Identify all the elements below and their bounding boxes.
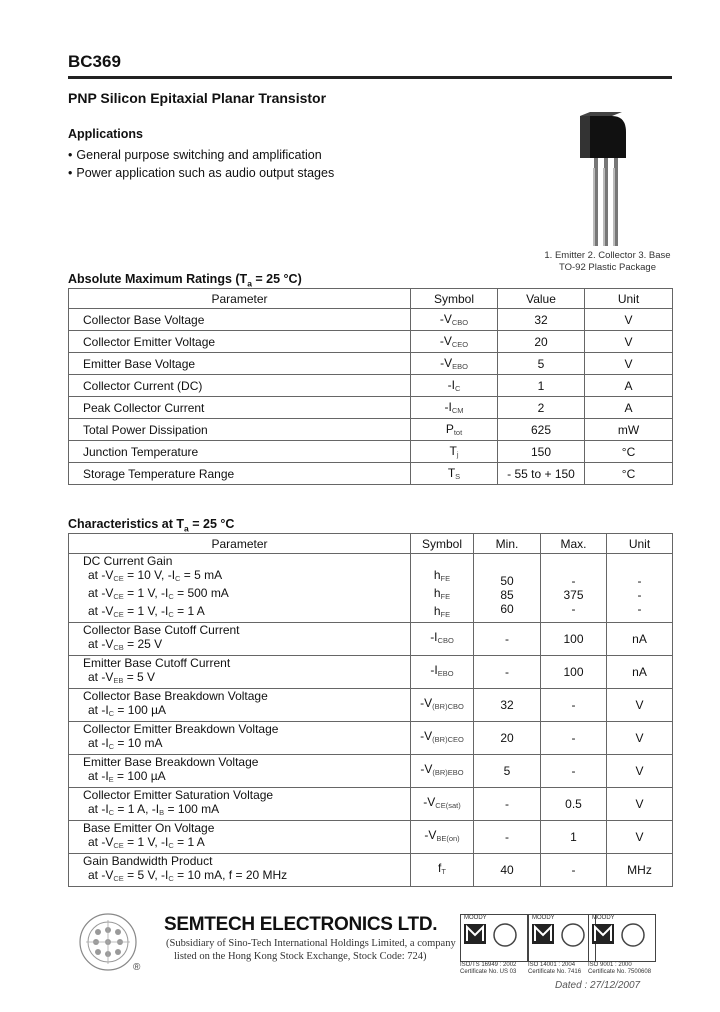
iso-certification-badge — [460, 914, 528, 962]
unit-cell: A — [585, 375, 673, 397]
cert-header: MOODY — [532, 915, 555, 921]
cert-header: MOODY — [592, 915, 615, 921]
symbol: $f_T$ — [438, 861, 446, 876]
symbol: $-V_{CEO}$ — [439, 334, 469, 349]
min-cell: - — [474, 623, 541, 656]
param-cell: Storage Temperature Range — [69, 463, 411, 485]
param-cell — [69, 554, 411, 623]
table-row — [69, 397, 673, 419]
symbol-cell — [411, 375, 498, 397]
symbol: $-V_{EBO}$ — [440, 356, 468, 371]
min-value: 85 — [500, 588, 514, 602]
table-row — [69, 331, 673, 353]
symbol-cell — [411, 554, 474, 623]
cert-caption — [588, 962, 651, 976]
param-name: Base Emitter On Voltage — [83, 821, 215, 835]
unit-cell: V — [607, 755, 673, 788]
symbol-cell — [411, 397, 498, 419]
value-cell: 5 — [498, 353, 585, 375]
to92-package-illustration — [572, 108, 632, 250]
min-value: 60 — [500, 602, 514, 616]
condition-line: at $-I_C = 100$ µA — [88, 703, 167, 718]
abs-max-table — [68, 288, 673, 485]
param-cell: Collector Current (DC) — [69, 375, 411, 397]
table-row — [69, 656, 673, 689]
device-subtitle: PNP Silicon Epitaxial Planar Transistor — [68, 90, 327, 106]
table-row — [69, 623, 673, 656]
param-cell — [69, 722, 411, 755]
param-name: Collector Base Cutoff Current — [83, 623, 240, 637]
company-listing-note: listed on the Hong Kong Stock Exchange, Stock Code: 724) — [174, 951, 427, 962]
col-header: Min. — [474, 534, 541, 554]
table-row — [69, 441, 673, 463]
symbol-subscript: CEO — [451, 340, 469, 349]
table-row — [69, 821, 673, 854]
col-header: Unit — [607, 534, 673, 554]
param-name: Collector Base Breakdown Voltage — [83, 689, 268, 703]
param-cell: Collector Emitter Voltage — [69, 331, 411, 353]
header-rule — [68, 76, 672, 79]
symbol-line — [411, 604, 473, 622]
symbol: $h_{FE}$ — [433, 604, 451, 619]
min-cell: 20 — [474, 722, 541, 755]
cert-number: Certificate No. US 03 — [460, 969, 517, 975]
symbol-subscript: S — [455, 472, 461, 481]
applications-heading: Applications — [68, 127, 144, 141]
iso-certification-badge — [588, 914, 656, 962]
max-value: - — [571, 574, 576, 588]
symbol: $-V_{BE(on)}$ — [424, 828, 460, 843]
col-header: Symbol — [411, 534, 474, 554]
symbol: $-V_{CE(sat)}$ — [423, 795, 461, 810]
cond-subscript: E — [108, 775, 114, 784]
document-date: Dated : 27/12/2007 — [555, 980, 641, 991]
symbol: $-I_{CBO}$ — [430, 630, 454, 645]
min-cell: 5 — [474, 755, 541, 788]
table-row — [69, 854, 673, 887]
cond-subscript: B — [159, 808, 165, 817]
symbol-subscript: EBO — [437, 669, 454, 678]
min-value: 50 — [500, 574, 514, 588]
symbol-cell — [411, 623, 474, 656]
symbol-cell — [411, 331, 498, 353]
col-header: Max. — [541, 534, 607, 554]
symbol-cell — [411, 821, 474, 854]
table-row — [69, 375, 673, 397]
cond-subscript: CB — [113, 643, 124, 652]
unit-cell: °C — [585, 463, 673, 485]
unit-value: - — [637, 588, 642, 602]
moody-mark-icon — [589, 921, 653, 957]
min-cell — [474, 554, 541, 623]
unit-cell: V — [607, 821, 673, 854]
part-number: BC369 — [68, 52, 121, 71]
symbol-subscript: CBO — [437, 636, 454, 645]
value-cell: 32 — [498, 309, 585, 331]
application-item: • General purpose switching and amplification — [68, 146, 334, 164]
param-cell: Peak Collector Current — [69, 397, 411, 419]
characteristics-table — [68, 533, 673, 887]
param-cell — [69, 854, 411, 887]
col-header: Symbol — [411, 289, 498, 309]
cond-subscript: CE — [113, 592, 124, 601]
iso-certification-badge — [528, 914, 596, 962]
symbol-subscript: FE — [440, 610, 451, 619]
max-cell: 100 — [541, 623, 607, 656]
min-cell: 32 — [474, 689, 541, 722]
symbol-cell — [411, 854, 474, 887]
max-cell: 0.5 — [541, 788, 607, 821]
company-subsidiary-note: (Subsidiary of Sino-Tech International Holdings Limited, a company — [166, 938, 456, 949]
table-row — [69, 554, 673, 623]
max-value: - — [571, 602, 576, 616]
cert-number: Certificate No. 7416 — [528, 969, 582, 975]
symbol-subscript: (BR)CBO — [432, 702, 464, 711]
max-cell: - — [541, 689, 607, 722]
cert-caption — [528, 962, 581, 976]
symbol: $-V_{(BR)EBO}$ — [420, 762, 464, 777]
value-cell: 150 — [498, 441, 585, 463]
condition-line: at $-V_{CE} = 10$ V, $-I_C = 5$ mA — [88, 568, 223, 583]
condition-line: at $-V_{CB} = 25$ V — [88, 637, 163, 652]
param-cell: Total Power Dissipation — [69, 419, 411, 441]
symbol: $P_{tot}$ — [445, 422, 463, 437]
symbol-cell — [411, 689, 474, 722]
table-row — [69, 788, 673, 821]
symbol: $h_{FE}$ — [433, 586, 451, 601]
symbol-cell — [411, 656, 474, 689]
pin-assignment: 1. Emitter 2. Collector 3. Base — [544, 250, 671, 261]
characteristics-title: Characteristics at $T_a = 25$ °C — [68, 517, 235, 534]
unit-cell: V — [585, 353, 673, 375]
value-cell: - 55 to + 150 — [498, 463, 585, 485]
cond-subscript: C — [168, 592, 174, 601]
param-name: Collector Emitter Saturation Voltage — [83, 788, 274, 802]
cert-header: MOODY — [464, 915, 487, 921]
min-cell: 40 — [474, 854, 541, 887]
symbol: $-V_{(BR)CEO}$ — [420, 729, 464, 744]
cond-subscript: C — [108, 709, 115, 718]
max-cell: - — [541, 722, 607, 755]
symbol-subscript: tot — [453, 428, 463, 437]
condition-line: at $-I_E = 100$ µA — [88, 769, 166, 784]
unit-cell: °C — [585, 441, 673, 463]
condition-line: at $-I_C = 1$ A, $-I_B = 100$ mA — [88, 802, 220, 817]
symbol-subscript: (BR)CEO — [432, 735, 464, 744]
param-cell — [69, 788, 411, 821]
col-header: Value — [498, 289, 585, 309]
condition-line: at $-V_{CE} = 1$ V, $-I_C = 500$ mA — [88, 586, 229, 601]
unit-cell — [607, 554, 673, 623]
max-cell: - — [541, 755, 607, 788]
unit-cell: V — [607, 788, 673, 821]
unit-cell: A — [585, 397, 673, 419]
param-cell — [69, 821, 411, 854]
symbol-cell — [411, 722, 474, 755]
param-name: Emitter Base Cutoff Current — [83, 656, 231, 670]
symbol-subscript: BE(on) — [436, 834, 460, 843]
table-row — [69, 463, 673, 485]
symbol: $-V_{CBO}$ — [439, 312, 469, 327]
symbol-cell — [411, 755, 474, 788]
table-header-row — [69, 289, 673, 309]
value-cell: 2 — [498, 397, 585, 419]
cond-subscript: EB — [113, 676, 124, 685]
value-cell: 625 — [498, 419, 585, 441]
symbol: $T_S$ — [447, 466, 461, 481]
symbol: $-I_{EBO}$ — [430, 663, 454, 678]
param-cell: Emitter Base Voltage — [69, 353, 411, 375]
symbol-cell — [411, 309, 498, 331]
param-name: DC Current Gain — [83, 554, 173, 568]
symbol-line — [411, 568, 473, 586]
symbol-cell — [411, 419, 498, 441]
unit-cell: mW — [585, 419, 673, 441]
symbol-subscript: C — [454, 384, 461, 393]
param-name: Emitter Base Breakdown Voltage — [83, 755, 259, 769]
cond-subscript: CE — [113, 610, 124, 619]
symbol-cell — [411, 463, 498, 485]
moody-mark-icon — [529, 921, 593, 957]
condition-line: at $-I_C = 10$ mA — [88, 736, 163, 751]
symbol-subscript: CM — [451, 406, 464, 415]
table-row — [69, 722, 673, 755]
condition-line: at $-V_{CE} = 1$ V, $-I_C = 1$ A — [88, 835, 205, 850]
cond-subscript: C — [168, 874, 174, 883]
cert-caption — [460, 962, 516, 976]
package-caption — [540, 250, 675, 274]
cond-subscript: C — [108, 808, 115, 817]
abs-max-title: Absolute Maximum Ratings ($T_a = 25$ °C) — [68, 272, 302, 289]
symbol-subscript: T — [441, 867, 446, 876]
max-cell: 100 — [541, 656, 607, 689]
value-cell: 20 — [498, 331, 585, 353]
condition-line: at $-V_{CE} = 1$ V, $-I_C = 1$ A — [88, 604, 205, 619]
symbol-cell — [411, 441, 498, 463]
col-header: Parameter — [69, 289, 411, 309]
condition-line: at $-V_{CE} = 5$ V, $-I_C = 10$ mA, f = 20 MHz — [88, 868, 288, 883]
applications-list — [68, 146, 334, 182]
unit-value: - — [637, 602, 642, 616]
package-type: TO-92 Plastic Package — [559, 262, 656, 273]
moody-mark-icon — [461, 921, 525, 957]
param-name: Collector Emitter Breakdown Voltage — [83, 722, 279, 736]
cond-subscript: CE — [113, 841, 124, 850]
symbol-subscript: FE — [440, 574, 451, 583]
cond-subscript: CE — [113, 874, 124, 883]
symbol-subscript: FE — [440, 592, 451, 601]
unit-cell: nA — [607, 623, 673, 656]
table-row — [69, 755, 673, 788]
max-value: 375 — [563, 588, 584, 602]
cert-standard: ISO 14001 : 2004 — [528, 962, 576, 968]
symbol: $-V_{(BR)CBO}$ — [420, 696, 464, 711]
unit-cell: V — [607, 689, 673, 722]
param-cell — [69, 755, 411, 788]
table-header-row — [69, 534, 673, 554]
table-row — [69, 309, 673, 331]
unit-cell: V — [585, 309, 673, 331]
cert-standard: ISO 9001 : 2000 — [588, 962, 632, 968]
cert-number: Certificate No. 7500608 — [588, 969, 652, 975]
symbol: $-I_{CM}$ — [444, 400, 464, 415]
condition-line: at $-V_{EB} = 5$ V — [88, 670, 156, 685]
registered-mark: ® — [133, 962, 141, 973]
cond-subscript: C — [168, 841, 174, 850]
unit-cell: MHz — [607, 854, 673, 887]
company-name: SEMTECH ELECTRONICS LTD. — [164, 914, 438, 935]
symbol-subscript: CE(sat) — [435, 801, 461, 810]
symbol-subscript: j — [456, 450, 459, 459]
symbol-cell — [411, 788, 474, 821]
cond-subscript: C — [108, 742, 115, 751]
symbol: $-I_C$ — [447, 378, 461, 393]
max-cell: 1 — [541, 821, 607, 854]
table-row — [69, 353, 673, 375]
symbol: $h_{FE}$ — [433, 568, 451, 583]
param-cell — [69, 623, 411, 656]
unit-value: - — [637, 574, 642, 588]
param-cell: Collector Base Voltage — [69, 309, 411, 331]
symbol-subscript: (BR)EBO — [432, 768, 464, 777]
symbol-line — [411, 586, 473, 604]
application-item: • Power application such as audio output stages — [68, 164, 334, 182]
cond-subscript: CE — [113, 574, 124, 583]
param-cell — [69, 689, 411, 722]
symbol-subscript: EBO — [452, 362, 468, 371]
table-row — [69, 419, 673, 441]
max-cell: - — [541, 854, 607, 887]
cond-subscript: C — [168, 610, 174, 619]
min-cell: - — [474, 821, 541, 854]
symbol: $T_j$ — [449, 444, 459, 459]
cond-subscript: C — [175, 574, 181, 583]
param-cell — [69, 656, 411, 689]
min-cell: - — [474, 788, 541, 821]
unit-cell: nA — [607, 656, 673, 689]
max-cell — [541, 554, 607, 623]
symbol-subscript: CBO — [451, 318, 469, 327]
table-row — [69, 689, 673, 722]
unit-cell: V — [607, 722, 673, 755]
col-header: Parameter — [69, 534, 411, 554]
cert-standard: ISO/TS 16949 : 2002 — [460, 962, 517, 968]
param-cell: Junction Temperature — [69, 441, 411, 463]
col-header: Unit — [585, 289, 673, 309]
min-cell: - — [474, 656, 541, 689]
value-cell: 1 — [498, 375, 585, 397]
unit-cell: V — [585, 331, 673, 353]
param-name: Gain Bandwidth Product — [83, 854, 213, 868]
symbol-cell — [411, 353, 498, 375]
